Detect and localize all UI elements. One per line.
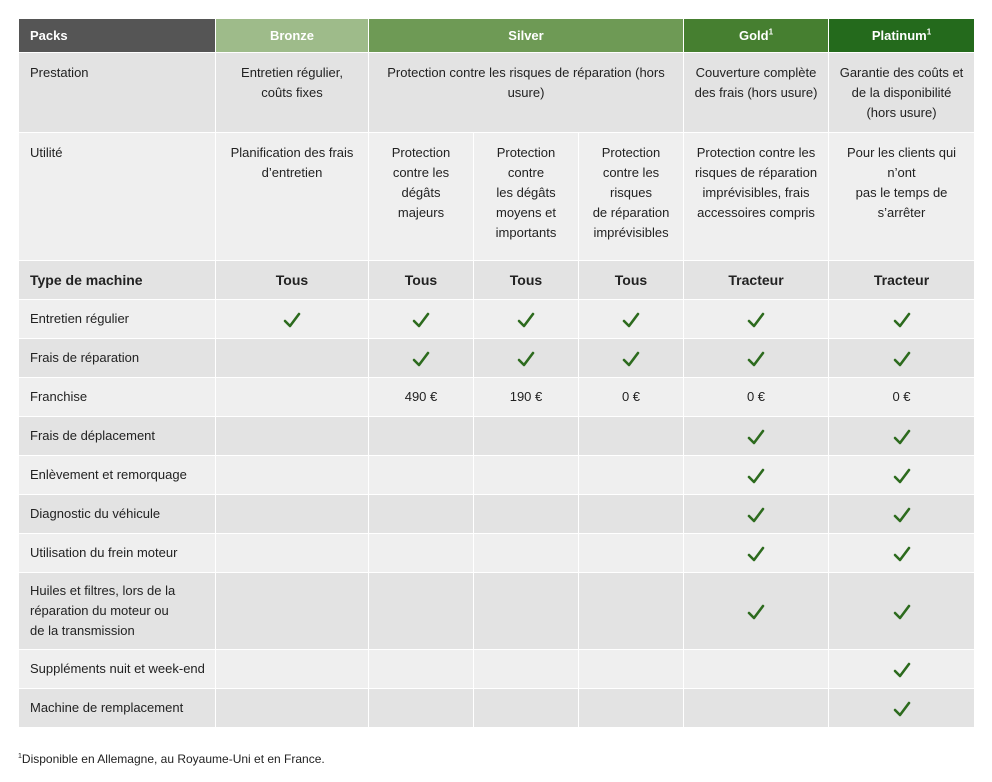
cell-silver-2 <box>474 456 579 495</box>
cell-silver-3 <box>579 300 684 339</box>
cell-bronze-line: Entretien régulier, <box>241 65 343 80</box>
cell-gold <box>684 456 829 495</box>
cell-bronze-line: coûts fixes <box>261 85 323 100</box>
row-feature <box>19 650 975 689</box>
check-icon <box>412 350 430 368</box>
footnote-text: Disponible en Allemagne, au Royaume-Uni et en France. <box>21 752 325 766</box>
cell-platinum <box>829 53 975 133</box>
check-icon <box>893 661 911 679</box>
cell-silver-1 <box>369 417 474 456</box>
row-label-line: Huiles et filtres, lors de la <box>30 583 176 598</box>
cell-silver-1 <box>369 300 474 339</box>
row-feature <box>19 573 975 650</box>
cell-platinum <box>829 689 975 728</box>
cell-silver-3: Tous <box>579 261 684 300</box>
check-icon <box>893 603 911 621</box>
footnote-mark: 1 <box>18 753 22 760</box>
cell-bronze <box>216 300 369 339</box>
header-gold <box>684 19 829 53</box>
cell-gold <box>684 133 829 261</box>
cell-silver-2 <box>474 417 579 456</box>
cell-silver-1 <box>369 573 474 650</box>
cell-bronze <box>216 339 369 378</box>
row-label: Enlèvement et remorquage <box>19 456 216 495</box>
cell-silver-1-line: majeurs <box>397 205 445 220</box>
cell-gold <box>684 650 829 689</box>
row-label: Diagnostic du véhicule <box>19 495 216 534</box>
row-prestation <box>19 53 975 133</box>
cell-gold-line: imprévisibles, frais <box>702 185 810 200</box>
row-label: Type de machine <box>19 261 216 300</box>
cell-silver-3: 0 € <box>579 378 684 417</box>
row-label: Franchise <box>19 378 216 417</box>
cell-bronze <box>216 53 369 133</box>
cell-gold <box>684 300 829 339</box>
header-platinum-label: Platinum <box>871 27 927 43</box>
cell-silver-2: 190 € <box>474 378 579 417</box>
check-icon <box>517 350 535 368</box>
check-icon <box>517 311 535 329</box>
cell-silver: Protection contre les risques de réparation (hors usure) <box>369 53 684 133</box>
pack-comparison-table <box>18 18 975 728</box>
header-silver: Silver <box>369 19 684 53</box>
cell-platinum <box>829 573 975 650</box>
cell-bronze: Tous <box>216 261 369 300</box>
header-gold-footnote-mark: 1 <box>768 27 774 37</box>
check-icon <box>893 428 911 446</box>
row-feature <box>19 339 975 378</box>
cell-silver-2 <box>474 300 579 339</box>
header-row <box>19 19 975 53</box>
row-label-line: de la transmission <box>30 623 135 638</box>
cell-silver-3 <box>579 339 684 378</box>
check-icon <box>747 506 765 524</box>
cell-silver-3 <box>579 534 684 573</box>
cell-bronze <box>216 495 369 534</box>
check-icon <box>747 467 765 485</box>
cell-silver-3 <box>579 417 684 456</box>
cell-gold-line: des frais (hors usure) <box>694 85 818 100</box>
cell-bronze <box>216 650 369 689</box>
row-feature <box>19 300 975 339</box>
check-icon <box>893 700 911 718</box>
cell-silver-1 <box>369 534 474 573</box>
check-icon <box>747 545 765 563</box>
row-label-line: réparation du moteur ou <box>30 603 169 618</box>
cell-gold-line: accessoires compris <box>697 205 815 220</box>
check-icon <box>747 603 765 621</box>
check-icon <box>622 350 640 368</box>
row-label: Frais de déplacement <box>19 417 216 456</box>
row-label: Machine de remplacement <box>19 689 216 728</box>
row-feature <box>19 689 975 728</box>
cell-platinum-line: pas le temps de s’arrêter <box>855 185 948 220</box>
cell-platinum-line: Pour les clients qui n’ont <box>846 145 957 180</box>
cell-silver-1 <box>369 689 474 728</box>
cell-silver-3 <box>579 133 684 261</box>
cell-silver-1-line: Protection <box>391 145 451 160</box>
cell-gold <box>684 573 829 650</box>
header-platinum <box>829 19 975 53</box>
cell-bronze <box>216 417 369 456</box>
check-icon <box>283 311 301 329</box>
cell-silver-2-line: importants <box>495 225 557 240</box>
cell-platinum <box>829 339 975 378</box>
row-feature <box>19 534 975 573</box>
cell-bronze <box>216 573 369 650</box>
check-icon <box>747 350 765 368</box>
cell-silver-2-line: les dégâts <box>496 185 556 200</box>
cell-silver-2 <box>474 339 579 378</box>
header-bronze: Bronze <box>216 19 369 53</box>
cell-platinum <box>829 133 975 261</box>
cell-silver-3 <box>579 573 684 650</box>
row-label: Suppléments nuit et week-end <box>19 650 216 689</box>
cell-bronze-line: d’entretien <box>261 165 323 180</box>
cell-platinum <box>829 417 975 456</box>
cell-silver-3 <box>579 689 684 728</box>
cell-bronze <box>216 456 369 495</box>
cell-silver-3 <box>579 650 684 689</box>
cell-bronze <box>216 534 369 573</box>
cell-gold <box>684 495 829 534</box>
cell-gold <box>684 53 829 133</box>
cell-silver-3-line: contre les risques <box>602 165 660 200</box>
cell-platinum <box>829 650 975 689</box>
row-label: Entretien régulier <box>19 300 216 339</box>
cell-silver-1-line: contre les dégâts <box>392 165 450 200</box>
check-icon <box>893 311 911 329</box>
header-platinum-footnote-mark: 1 <box>926 27 932 37</box>
cell-gold <box>684 689 829 728</box>
cell-silver-1 <box>369 456 474 495</box>
cell-gold: 0 € <box>684 378 829 417</box>
cell-platinum-line: de la disponibilité <box>851 85 952 100</box>
row-label: Frais de réparation <box>19 339 216 378</box>
cell-silver-1 <box>369 495 474 534</box>
row-feature <box>19 456 975 495</box>
cell-silver-1: 490 € <box>369 378 474 417</box>
cell-gold-line: Couverture complète <box>695 65 817 80</box>
cell-gold-line: Protection contre les <box>696 145 816 160</box>
cell-platinum <box>829 534 975 573</box>
cell-gold: Tracteur <box>684 261 829 300</box>
cell-gold <box>684 339 829 378</box>
cell-platinum <box>829 300 975 339</box>
cell-silver-2-line: Protection contre <box>496 145 556 180</box>
check-icon <box>622 311 640 329</box>
cell-silver-2: Tous <box>474 261 579 300</box>
check-icon <box>893 350 911 368</box>
check-icon <box>893 506 911 524</box>
row-label: Prestation <box>19 53 216 133</box>
cell-silver-3-line: de réparation <box>592 205 670 220</box>
cell-bronze-line: Planification des frais <box>230 145 354 160</box>
row-franchise <box>19 378 975 417</box>
cell-silver-2 <box>474 133 579 261</box>
cell-bronze <box>216 133 369 261</box>
cell-bronze <box>216 378 369 417</box>
row-type-de-machine <box>19 261 975 300</box>
cell-platinum: Tracteur <box>829 261 975 300</box>
cell-platinum <box>829 456 975 495</box>
check-icon <box>747 311 765 329</box>
footnote <box>18 752 325 766</box>
cell-platinum-line: (hors usure) <box>866 105 937 120</box>
cell-bronze <box>216 689 369 728</box>
row-utilite <box>19 133 975 261</box>
header-gold-label: Gold <box>738 27 769 43</box>
cell-gold <box>684 417 829 456</box>
row-feature <box>19 495 975 534</box>
cell-silver-1 <box>369 133 474 261</box>
cell-silver-2 <box>474 573 579 650</box>
row-label: Utilité <box>19 133 216 261</box>
cell-silver-3 <box>579 456 684 495</box>
row-label <box>19 573 216 650</box>
cell-platinum: 0 € <box>829 378 975 417</box>
cell-gold-line: risques de réparation <box>694 165 818 180</box>
cell-silver-3-line: Protection <box>601 145 661 160</box>
row-feature <box>19 417 975 456</box>
cell-silver-2-line: moyens et <box>496 205 556 220</box>
header-packs: Packs <box>19 19 216 53</box>
cell-silver-2 <box>474 534 579 573</box>
check-icon <box>893 467 911 485</box>
cell-silver-2 <box>474 650 579 689</box>
cell-gold <box>684 534 829 573</box>
cell-platinum-line: Garantie des coûts et <box>839 65 964 80</box>
check-icon <box>412 311 430 329</box>
check-icon <box>747 428 765 446</box>
cell-silver-1 <box>369 339 474 378</box>
cell-silver-1: Tous <box>369 261 474 300</box>
cell-silver-3 <box>579 495 684 534</box>
cell-silver-1 <box>369 650 474 689</box>
cell-silver-2 <box>474 495 579 534</box>
row-label: Utilisation du frein moteur <box>19 534 216 573</box>
cell-platinum <box>829 495 975 534</box>
cell-silver-2 <box>474 689 579 728</box>
check-icon <box>893 545 911 563</box>
cell-silver-3-line: imprévisibles <box>593 225 669 240</box>
